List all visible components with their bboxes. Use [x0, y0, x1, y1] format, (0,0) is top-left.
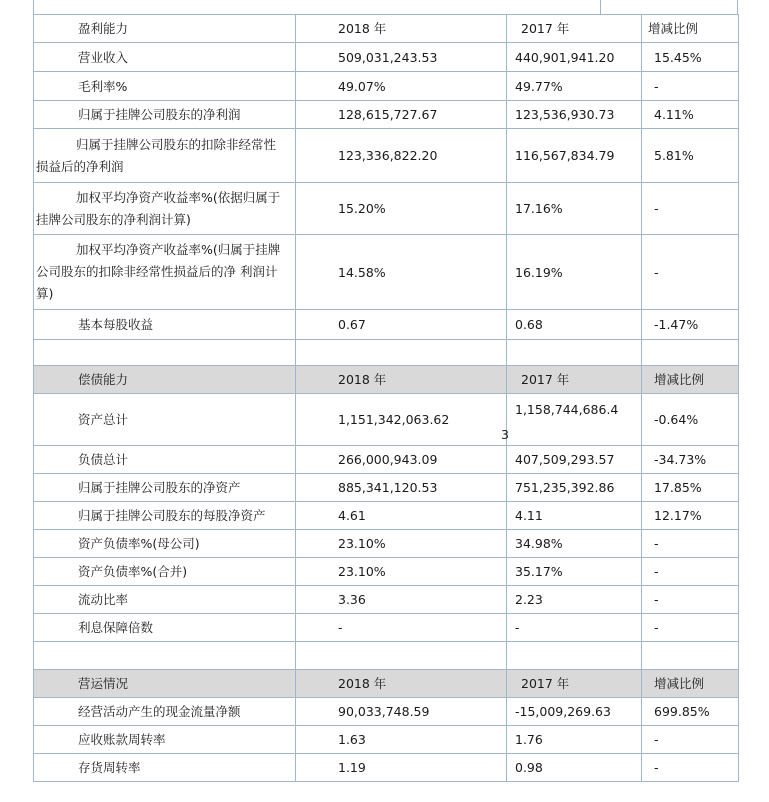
change-ratio: -	[642, 72, 739, 101]
change-ratio: 5.81%	[642, 129, 739, 183]
value-2017: -	[507, 614, 642, 642]
table-row	[34, 726, 739, 754]
empty-cell	[296, 340, 507, 366]
value-2018: 266,000,943.09	[296, 446, 507, 474]
value-2017: 35.17%	[507, 558, 642, 586]
value-2017: 17.16%	[507, 183, 642, 235]
value-2017: 751,235,392.86	[507, 474, 642, 502]
top-border-right	[737, 0, 738, 14]
value-2018: 1.19	[296, 754, 507, 782]
row-label-line: 加权平均净资产收益率%(依据归属于	[76, 189, 281, 205]
change-ratio: -1.47%	[642, 310, 739, 340]
value-2017: 16.19%	[507, 235, 642, 310]
empty-cell	[34, 642, 296, 670]
row-label	[34, 235, 296, 310]
value-2017: 4.11	[507, 502, 642, 530]
spacer-row	[34, 642, 739, 670]
row-label: 资产负债率%(母公司)	[34, 530, 296, 558]
value-2017-line: 1,158,744,686.4	[515, 402, 619, 417]
row-label-line: 公司股东的扣除非经常性损益后的净 利润计	[36, 264, 278, 279]
year-2018-header: 2018 年	[296, 670, 507, 698]
financial-indicators-sheet	[33, 14, 739, 782]
value-2017: 116,567,834.79	[507, 129, 642, 183]
table-row	[34, 530, 739, 558]
table-row	[34, 754, 739, 782]
value-2018: 128,615,727.67	[296, 101, 507, 129]
value-2017: 49.77%	[507, 72, 642, 101]
value-2018: -	[296, 614, 507, 642]
change-ratio: -	[642, 183, 739, 235]
row-label: 存货周转率	[34, 754, 296, 782]
row-label	[34, 183, 296, 235]
row-label-line: 加权平均净资产收益率%(归属于挂牌	[76, 242, 281, 257]
row-label: 负债总计	[34, 446, 296, 474]
value-2018: 0.67	[296, 310, 507, 340]
row-label: 利息保障倍数	[34, 614, 296, 642]
table-row	[34, 310, 739, 340]
value-2018: 1.63	[296, 726, 507, 754]
year-2018-header: 2018 年	[296, 15, 507, 43]
year-2018-header: 2018 年	[296, 366, 507, 394]
row-label: 基本每股收益	[34, 310, 296, 340]
section-title: 偿债能力	[34, 366, 296, 394]
row-label: 归属于挂牌公司股东的每股净资产	[34, 502, 296, 530]
change-ratio: -	[642, 726, 739, 754]
section-title: 盈利能力	[34, 15, 296, 43]
value-2017: 123,536,930.73	[507, 101, 642, 129]
row-label-line: 挂牌公司股东的净利润计算)	[36, 211, 191, 227]
change-ratio: -	[642, 586, 739, 614]
row-label: 流动比率	[34, 586, 296, 614]
value-2017: 407,509,293.57	[507, 446, 642, 474]
year-2017-header: 2017 年	[507, 670, 642, 698]
value-2018: 885,341,120.53	[296, 474, 507, 502]
spacer-row	[34, 340, 739, 366]
change-ratio: -	[642, 235, 739, 310]
profitability-header-row	[34, 15, 739, 43]
empty-cell	[296, 642, 507, 670]
empty-cell	[642, 642, 739, 670]
table-row	[34, 446, 739, 474]
value-2018: 123,336,822.20	[296, 129, 507, 183]
row-label-line: 算)	[36, 286, 54, 301]
value-2017: 0.98	[507, 754, 642, 782]
row-label: 经营活动产生的现金流量净额	[34, 698, 296, 726]
value-2017-line: 3	[501, 427, 509, 442]
change-ratio-header: 增减比例	[642, 366, 739, 394]
change-ratio: -	[642, 754, 739, 782]
row-label: 应收账款周转率	[34, 726, 296, 754]
year-2017-header: 2017 年	[507, 366, 642, 394]
table-row	[34, 72, 739, 101]
empty-cell	[642, 340, 739, 366]
value-2018: 23.10%	[296, 530, 507, 558]
value-2018: 1,151,342,063.62	[296, 394, 507, 446]
change-ratio: -0.64%	[642, 394, 739, 446]
value-2017: 2.23	[507, 586, 642, 614]
table-row	[34, 474, 739, 502]
value-2017	[501, 394, 642, 446]
value-2018: 14.58%	[296, 235, 507, 310]
change-ratio-header: 增减比例	[642, 670, 739, 698]
value-2018: 4.61	[296, 502, 507, 530]
table-row	[34, 394, 739, 446]
value-2017: 34.98%	[507, 530, 642, 558]
empty-cell	[507, 340, 642, 366]
table-row	[34, 43, 739, 72]
table-row	[34, 698, 739, 726]
change-ratio: -	[642, 614, 739, 642]
value-2018: 3.36	[296, 586, 507, 614]
change-ratio: 15.45%	[642, 43, 739, 72]
change-ratio: 4.11%	[642, 101, 739, 129]
table-row	[34, 183, 739, 235]
change-ratio: -	[642, 530, 739, 558]
table-row	[34, 586, 739, 614]
top-border-mid	[600, 0, 601, 14]
row-label	[34, 129, 296, 183]
table-row	[34, 558, 739, 586]
value-2017: 440,901,941.20	[507, 43, 642, 72]
value-2017: 1.76	[507, 726, 642, 754]
change-ratio: 699.85%	[642, 698, 739, 726]
year-2017-header: 2017 年	[507, 15, 642, 43]
value-2018: 49.07%	[296, 72, 507, 101]
operations-header-row	[34, 670, 739, 698]
value-2018: 15.20%	[296, 183, 507, 235]
row-label: 营业收入	[34, 43, 296, 72]
row-label-line: 损益后的净利润	[36, 158, 124, 174]
empty-cell	[34, 340, 296, 366]
value-2018: 23.10%	[296, 558, 507, 586]
value-2018: 90,033,748.59	[296, 698, 507, 726]
empty-cell	[507, 642, 642, 670]
row-label-line: 归属于挂牌公司股东的扣除非经常性	[76, 136, 277, 152]
change-ratio-header: 增减比例	[642, 15, 739, 43]
solvency-header-row	[34, 366, 739, 394]
value-2017: -15,009,269.63	[507, 698, 642, 726]
row-label: 归属于挂牌公司股东的净资产	[34, 474, 296, 502]
value-2018: 509,031,243.53	[296, 43, 507, 72]
row-label: 归属于挂牌公司股东的净利润	[34, 101, 296, 129]
table-row	[34, 614, 739, 642]
change-ratio: -	[642, 558, 739, 586]
financial-indicators-table	[33, 14, 739, 782]
row-label: 毛利率%	[34, 72, 296, 101]
table-row	[34, 235, 739, 310]
change-ratio: 12.17%	[642, 502, 739, 530]
change-ratio: -34.73%	[642, 446, 739, 474]
row-label: 资产负债率%(合并)	[34, 558, 296, 586]
table-row	[34, 129, 739, 183]
top-border-left	[33, 0, 34, 14]
change-ratio: 17.85%	[642, 474, 739, 502]
section-title: 营运情况	[34, 670, 296, 698]
row-label: 资产总计	[34, 394, 296, 446]
table-row	[34, 502, 739, 530]
value-2017: 0.68	[507, 310, 642, 340]
table-row	[34, 101, 739, 129]
